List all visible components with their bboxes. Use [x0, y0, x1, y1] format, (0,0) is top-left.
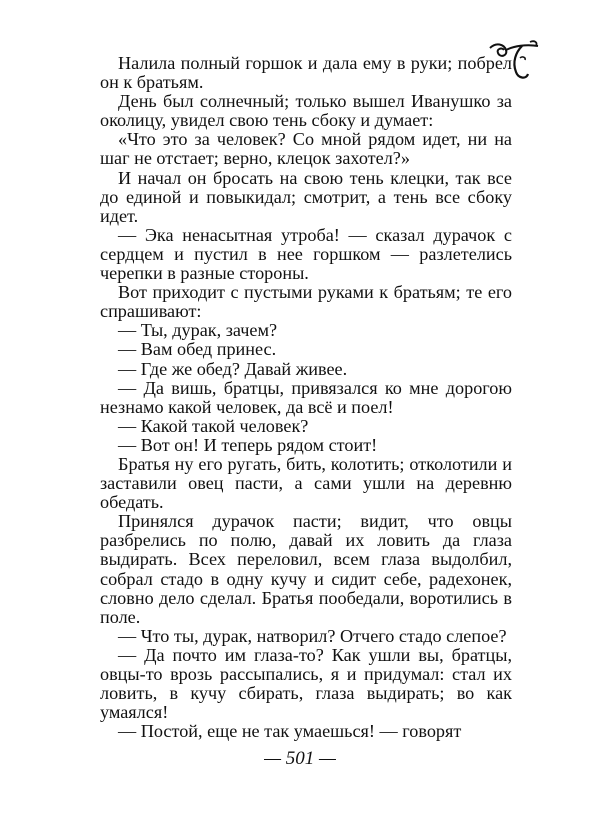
- dialogue-line: — Да вишь, братцы, привязался ко мне дорогою незнамо какой человек, да всё и поел!: [100, 377, 512, 417]
- dialogue-line: — Ты, дурак, зачем?: [118, 320, 278, 341]
- dialogue-line: — Вам обед принес.: [118, 339, 277, 360]
- paragraph: Вот приходит с пустыми руками к братьям; те его спрашивают:: [100, 282, 512, 322]
- paragraph: День был солнечный; только вышел Иванушко за околицу, увидел свою тень сбоку и думает:: [100, 91, 512, 131]
- dialogue-line: — Да почто им глаза-то? Как ушли вы, братцы, овцы-то врозь рассыпались, я и придумал: стал их ловить, в кучу сбирать, глаза выдирать; во как умаялся!: [100, 644, 512, 723]
- paragraph: Налила полный горшок и дала ему в руки; побрел он к братьям.: [100, 53, 512, 93]
- page-number: — 501 —: [264, 748, 336, 769]
- dialogue-line: — Где же обед? Давай живее.: [118, 358, 348, 379]
- paragraph: И начал он бросать на свою тень клецки, так все до единой и повыкидал; смотрит, а тень все сбоку идет.: [100, 167, 512, 226]
- dialogue-line: — Вот он! И теперь рядом стоит!: [118, 434, 378, 455]
- dialogue-line: — Постой, еще не так умаешься! — говорят: [118, 721, 462, 742]
- paragraph: Принялся дурачок пасти; видит, что овцы разбрелись по полю, давай их ловить да глаза выдирать. Всех переловил, всем глаза выдолбил, собрал стадо в одну кучу и сидит себе, радехонек, словно дело сделал. Братья пообедали, воротились в поле.: [100, 511, 512, 627]
- paragraph: — Эка ненасытная утроба! — сказал дурачок с сердцем и пустил в нее горшком — разлетелись черепки в разные стороны.: [100, 224, 512, 284]
- paragraph: «Что это за человек? Со мной рядом идет, ни на шаг не отстает; верно, клецок захотел?»: [100, 129, 512, 169]
- story-text: [100, 54, 512, 741]
- dialogue-line: — Какой такой человек?: [118, 415, 309, 436]
- paragraph: Братья ну его ругать, бить, колотить; отколотили и заставили овец пасти, а сами ушли на деревню обедать.: [100, 453, 512, 513]
- dialogue-line: — Что ты, дурак, натворил? Отчего стадо слепое?: [118, 625, 507, 646]
